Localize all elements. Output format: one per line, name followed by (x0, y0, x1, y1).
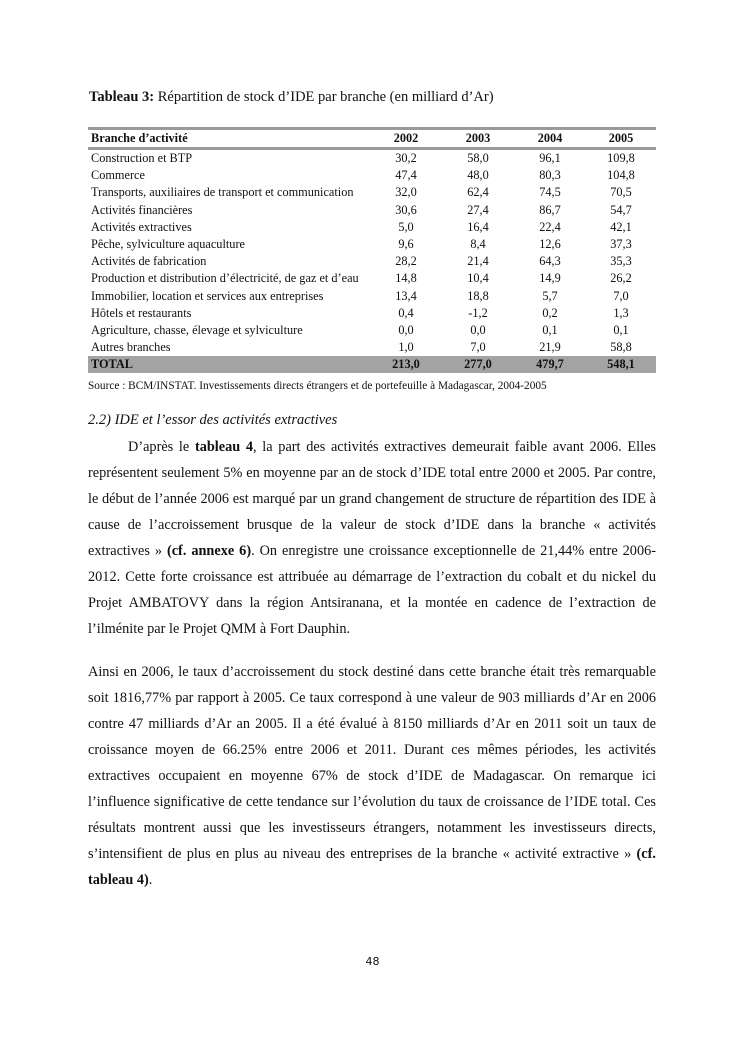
paragraph-text: Ainsi en 2006, le taux d’accroissement du stock destiné dans cette branche était très remarquable soit 1816,77% par rapport à 2005. Ce taux correspond à une valeur de 903 milliards d’Ar en 2006 contre 47 milliards d’Ar an 2005. Il a été évalué à 8150 milliards d’Ar en 2011 soit un taux de croissance moyen de 66.25% entre 2006 et 2011. Durant ces mêmes périodes, les activités extractives occupaient en moyenne 67% de stock d’IDE de Madagascar. On remarque ici l’influence significative de cette tendance sur l’évolution du taux de croissance de l’IDE total. Ces résultats montrent aussi que les investisseurs étrangers, notamment les investisseurs directs, s’intensifient de plus en plus au niveau des entreprises de la branche « activité extractive » (88, 664, 656, 862)
table-caption (89, 88, 669, 106)
paragraph-text: . On enregistre une croissance exceptionnelle de 21,44% entre 2006-2012. Cette forte croissance est attribuée au démarrage de l’extraction du cobalt et du nickel du Projet AMBATOVY dans la région Antsiranana, et la montée en cadence de l’extraction de l’ilménite par le Projet QMM à Fort Dauphin. (88, 543, 656, 637)
table-row (88, 288, 656, 305)
value-cell: 8,4 (470, 237, 486, 252)
table-caption-label: Tableau 3: (89, 89, 155, 105)
total-value-cell: 548,1 (586, 356, 656, 373)
value-cell: 104,8 (607, 168, 635, 183)
table-source-note: Source : BCM/INSTAT. Investissements directs étrangers et de portefeuille à Madagascar, 2004-2005 (88, 380, 547, 392)
table-row (88, 253, 656, 270)
value-cell: 64,3 (539, 254, 561, 269)
branch-cell: Hôtels et restaurants (91, 305, 192, 320)
value-cell: 18,8 (467, 288, 489, 303)
table-caption-text: Répartition de stock d’IDE par branche (en milliard d’Ar) (154, 89, 494, 105)
table-row (88, 339, 656, 356)
value-cell: 16,4 (467, 219, 489, 234)
value-cell: 9,6 (398, 237, 414, 252)
value-cell: 7,0 (613, 288, 629, 303)
value-cell: 13,4 (395, 288, 417, 303)
table-row (88, 219, 656, 236)
value-cell: 30,6 (395, 202, 417, 217)
table-row (88, 184, 656, 201)
annexe-reference: (cf. annexe 6) (166, 543, 252, 559)
total-value-cell: 213,0 (370, 356, 442, 373)
value-cell: 28,2 (395, 254, 417, 269)
branch-cell: Autres branches (91, 340, 171, 355)
table-row (88, 270, 656, 287)
tableau-reference: tableau 4 (194, 439, 254, 455)
table-total-row (88, 356, 656, 373)
value-cell: 0,2 (542, 305, 558, 320)
value-cell: 14,8 (395, 271, 417, 286)
paragraph-text: D’après le (128, 439, 195, 455)
value-cell: 80,3 (539, 168, 561, 183)
table-header-row (88, 129, 656, 149)
body-paragraph-2 (88, 659, 656, 893)
value-cell: 58,0 (467, 151, 489, 166)
body-paragraph-1 (88, 434, 656, 642)
branch-cell: Activités de fabrication (91, 254, 207, 269)
value-cell: 10,4 (467, 271, 489, 286)
value-cell: 58,8 (610, 340, 632, 355)
value-cell: 74,5 (539, 185, 561, 200)
value-cell: 7,0 (470, 340, 486, 355)
value-cell: 0,0 (398, 322, 414, 337)
value-cell: 0,4 (398, 305, 414, 320)
value-cell: 47,4 (395, 168, 417, 183)
value-cell: 0,1 (613, 322, 629, 337)
column-header-2002: 2002 (393, 131, 419, 145)
section-heading: 2.2) IDE et l’essor des activités extractives (88, 412, 338, 428)
value-cell: 37,3 (610, 237, 632, 252)
value-cell: 30,2 (395, 151, 417, 166)
value-cell: 12,6 (539, 237, 561, 252)
value-cell: 14,9 (539, 271, 561, 286)
value-cell: 32,0 (395, 185, 417, 200)
value-cell: 27,4 (467, 202, 489, 217)
total-value-cell: 479,7 (514, 356, 586, 373)
branch-cell: Commerce (91, 168, 145, 183)
value-cell: 0,0 (470, 322, 486, 337)
value-cell: 21,4 (467, 254, 489, 269)
value-cell: 54,7 (610, 202, 632, 217)
value-cell: 5,0 (398, 219, 414, 234)
value-cell: 70,5 (610, 185, 632, 200)
value-cell: 48,0 (467, 168, 489, 183)
value-cell: 42,1 (610, 219, 632, 234)
table-row (88, 149, 656, 168)
value-cell: 0,1 (542, 322, 558, 337)
table-row (88, 167, 656, 184)
value-cell: 109,8 (607, 151, 635, 166)
branch-cell: Agriculture, chasse, élevage et sylviculture (91, 322, 303, 337)
column-header-2004: 2004 (537, 131, 563, 145)
paragraph-text: , la part des activités extractives demeurait faible avant 2006. Elles représentent seulement 5% en moyenne par an de stock d’IDE total entre 2000 et 2005. Par contre, le début de l’année 2006 est marqué par un grand changement de structure de répartition des IDE à cause de l’accroissement brusque de la valeur de stock d’IDE dans la branche « activités extractives » (88, 439, 656, 559)
value-cell: -1,2 (468, 305, 488, 320)
value-cell: 1,3 (613, 305, 629, 320)
value-cell: 62,4 (467, 185, 489, 200)
column-header-2005: 2005 (608, 131, 634, 145)
branch-cell: Transports, auxiliaires de transport et communication (91, 185, 354, 200)
branch-cell: Construction et BTP (91, 151, 193, 166)
table-row (88, 322, 656, 339)
value-cell: 86,7 (539, 202, 561, 217)
branch-cell: Activités extractives (91, 219, 192, 234)
table-row (88, 305, 656, 322)
total-value-cell: 277,0 (442, 356, 514, 373)
tableau-reference: (cf. tableau 4) (88, 846, 656, 888)
total-label-cell: TOTAL (88, 356, 370, 373)
page-number: 48 (365, 955, 380, 968)
table-row (88, 202, 656, 219)
branch-cell: Production et distribution d’électricité, de gaz et d’eau (91, 271, 359, 286)
value-cell: 96,1 (539, 151, 561, 166)
column-header-branche: Branche d’activité (91, 131, 188, 145)
branch-cell: Immobilier, location et services aux entreprises (91, 288, 324, 303)
paragraph-text: . (148, 872, 153, 888)
value-cell: 21,9 (539, 340, 561, 355)
ide-stock-table (88, 127, 656, 373)
column-header-2003: 2003 (465, 131, 491, 145)
value-cell: 5,7 (542, 288, 558, 303)
value-cell: 1,0 (398, 340, 414, 355)
value-cell: 22,4 (539, 219, 561, 234)
value-cell: 35,3 (610, 254, 632, 269)
table-row (88, 236, 656, 253)
value-cell: 26,2 (610, 271, 632, 286)
branch-cell: Activités financières (91, 202, 193, 217)
branch-cell: Pêche, sylviculture aquaculture (91, 237, 245, 252)
